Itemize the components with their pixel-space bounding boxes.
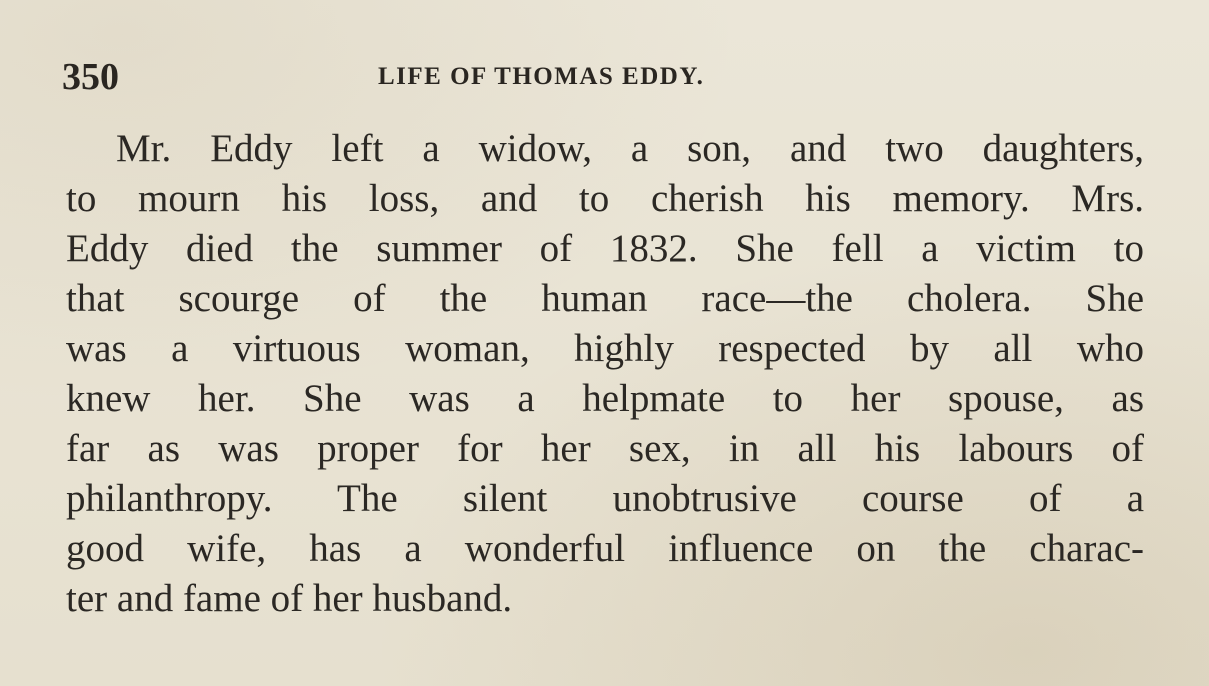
text-line: far as was proper for her sex, in all his labours of bbox=[66, 427, 1144, 470]
text-line: good wife, has a wonderful influence on the charac- bbox=[66, 527, 1144, 570]
text-line: was a virtuous woman, highly respected by all who bbox=[66, 327, 1144, 370]
body-paragraph bbox=[66, 124, 1144, 624]
text-line: Eddy died the summer of 1832. She fell a victim to bbox=[66, 227, 1144, 270]
text-line: ter and fame of her husband. bbox=[66, 577, 513, 620]
text-line: philanthropy. The silent unobtrusive course of a bbox=[66, 477, 1144, 520]
running-title: LIFE OF THOMAS EDDY. bbox=[378, 63, 705, 90]
page-number: 350 bbox=[62, 56, 119, 98]
text-line: Mr. Eddy left a widow, a son, and two daughters, bbox=[116, 127, 1144, 170]
text-line: to mourn his loss, and to cherish his memory. Mrs. bbox=[66, 177, 1144, 220]
text-line: that scourge of the human race—the cholera. She bbox=[66, 277, 1144, 320]
text-line: knew her. She was a helpmate to her spouse, as bbox=[66, 377, 1144, 420]
page-header bbox=[62, 54, 1142, 100]
